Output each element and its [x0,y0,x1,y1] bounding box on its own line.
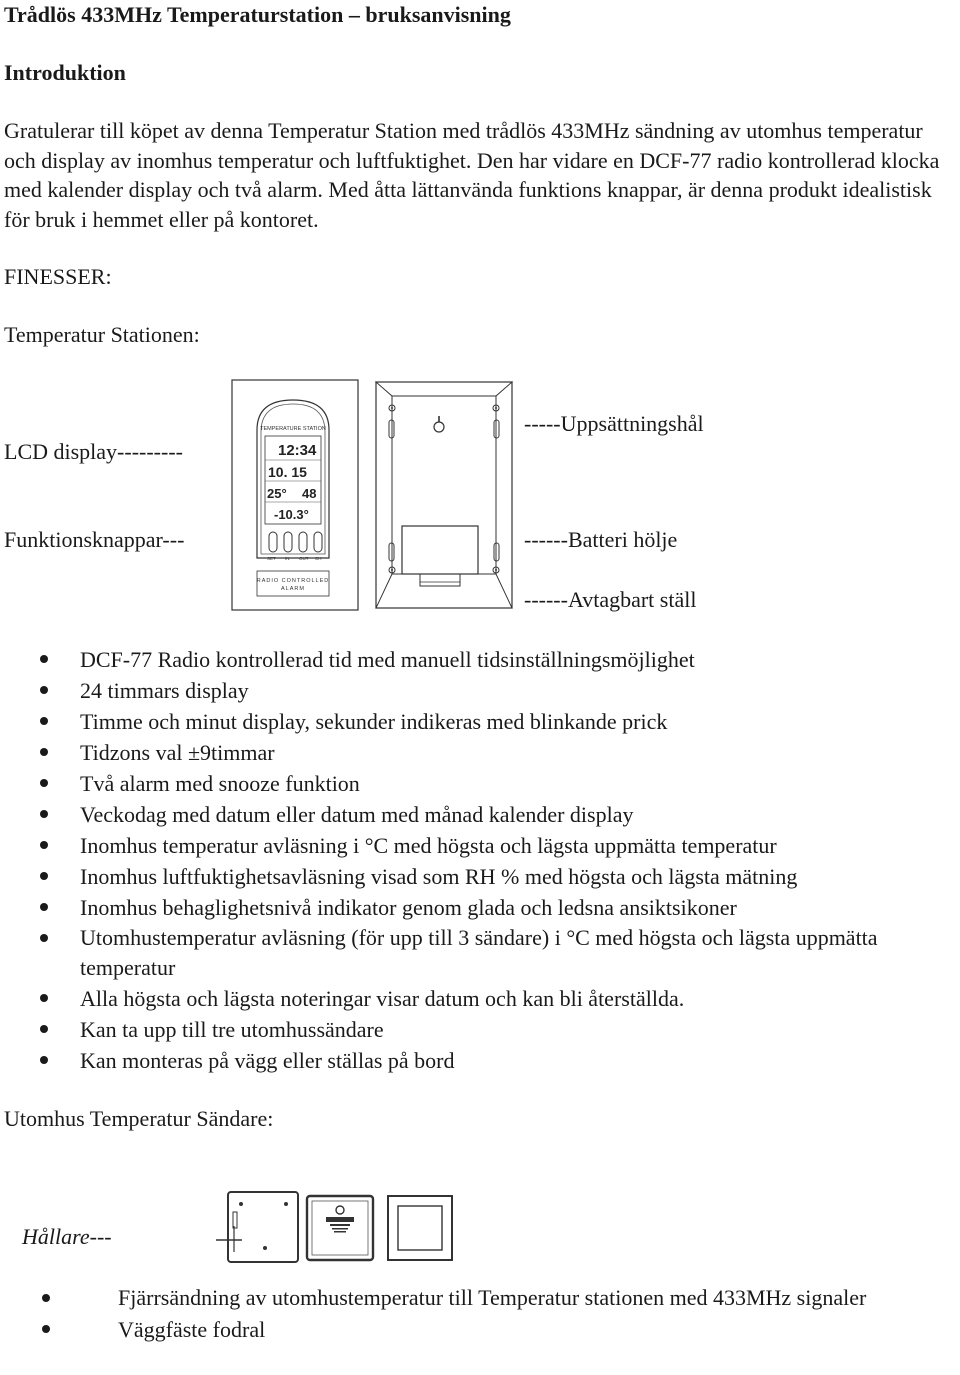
list-item: Tidzons val ±9timmar [0,737,910,768]
station-heading: Temperatur Stationen: [4,322,200,347]
sensor-heading: Utomhus Temperatur Sändare: [4,1106,274,1131]
list-item: Inomhus luftfuktighetsavläsning visad som RH % med högsta och lägsta mätning [0,861,910,892]
intro-heading: Introduktion [4,60,126,85]
lcd-outdoor-temp: -10.3° [274,507,309,522]
station-front-illustration [228,378,362,614]
station-back-illustration [372,378,516,614]
station-feature-list [0,644,910,1076]
mounting-hole-icon [434,422,444,432]
device-brand: TEMPERATURE STATION [260,426,326,432]
list-item: DCF-77 Radio kontrollerad tid med manuell tidsinställningsmöjlighet [0,644,910,675]
list-item: Inomhus temperatur avläsning i °C med högsta och lägsta uppmätta temperatur [0,830,910,861]
list-item: Alla högsta och lägsta noteringar visar datum och kan bli återställda. [0,983,910,1014]
button-label-set: SET [267,556,276,561]
list-item: Fjärrsändning av utomhustemperatur till Temperatur stationen med 433MHz signaler [0,1283,918,1313]
list-item: Två alarm med snooze funktion [0,768,910,799]
list-item: Utomhustemperatur avläsning (för upp till 3 sändare) i °C med högsta och lägsta uppmätta temperatur [0,923,910,982]
list-item: 24 timmars display [0,675,910,706]
device-footer-line1: RADIO CONTROLLED [256,578,330,584]
label-removable-stand: ------Avtagbart ställ [524,587,697,612]
list-item: Timme och minut display, sekunder indikeras med blinkande prick [0,706,910,737]
list-item: Väggfäste fodral [0,1314,918,1345]
button-label-in: IN [285,556,290,561]
sensor-illustration [212,1188,458,1268]
features-heading: FINESSER: [4,264,112,289]
lcd-date: 10. 15 [268,464,307,480]
list-item: Veckodag med datum eller datum med månad kalender display [0,799,910,830]
list-item: Kan monteras på vägg eller ställas på bord [0,1045,910,1076]
lcd-humidity: 48 [302,486,317,501]
lcd-indoor-temp: 25° [267,486,287,501]
label-lcd-display: LCD display--------- [4,439,183,464]
lcd-time: 12:34 [278,442,317,459]
label-battery-cover: ------Batteri hölje [524,527,678,552]
list-item: Kan ta upp till tre utomhussändare [0,1014,910,1045]
label-holder: Hållare--- [22,1224,112,1249]
button-label-out: OUT [299,556,309,561]
label-function-buttons: Funktionsknappar--- [4,527,185,552]
sensor-feature-list [0,1283,918,1345]
label-mounting-hole: -----Uppsättningshål [524,411,704,436]
device-footer-line2: ALARM [281,586,305,592]
intro-paragraph: Gratulerar till köpet av denna Temperatur Station med trådlös 433MHz sändning av utomhus temperatur och display av inomhus temperatur och luftfuktighet. Den har vidare en DCF-77 radio kontrollerad klocka med kalender display och två alarm. Med åtta lättanvända funktions knappar, är denna produkt idealistisk för bruk i hemmet eller på kontoret. [4,118,940,232]
battery-cover-icon [402,526,478,574]
document-title: Trådlös 433MHz Temperaturstation – bruksanvisning [4,2,511,27]
list-item: Inomhus behaglighetsnivå indikator genom glada och ledsna ansiktsikoner [0,892,910,923]
button-label-ch: CH [315,556,322,561]
